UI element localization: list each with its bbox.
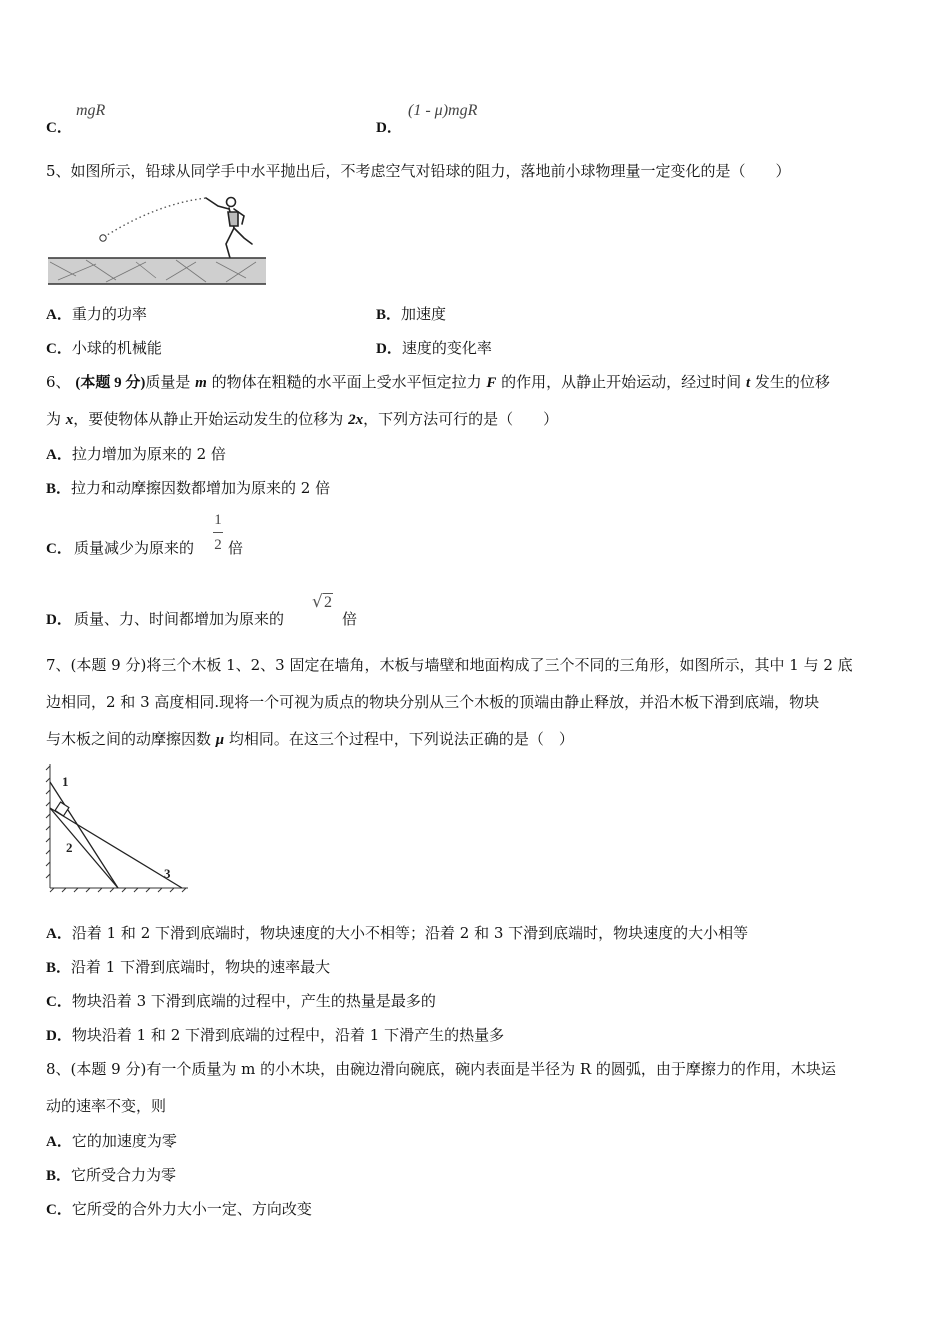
ground [50, 888, 188, 892]
q7-option-a [46, 922, 748, 943]
option-label: B． [376, 307, 402, 323]
stem-text: 与木板之间的动摩擦因数 [46, 730, 212, 748]
option-label: A． [46, 307, 72, 323]
option-label: D． [376, 341, 402, 357]
q4-option-d [376, 102, 676, 136]
option-text: 质量、力、时间都增加为原来的 [74, 610, 285, 628]
option-text: 沿着 1 和 2 下滑到底端时，物块速度的大小不相等；沿着 2 和 3 下滑到底端时，物块速度的大小相等 [71, 924, 749, 942]
q8-stem-line1: 8、(本题 9 分)有一个质量为 m 的小木块，由碗边滑向碗底，碗内表面是半径为 R 的圆弧，由于摩擦力的作用，木块运 [46, 1060, 836, 1078]
board-label-3: 3 [164, 866, 171, 881]
var-m: m [195, 375, 207, 391]
q6-stem-line1 [46, 372, 830, 393]
option-text: 拉力增加为原来的 2 倍 [71, 445, 226, 463]
option-text: 质量减少为原来的 [74, 539, 195, 557]
shot-ball [100, 235, 106, 241]
stem-text: 的物体在粗糙的水平面上受水平恒定拉力 [211, 373, 482, 391]
var-x: x [65, 412, 74, 428]
option-text-suffix: 倍 [342, 610, 358, 628]
stem-text: ，要使物体从静止开始运动发生的位移为 [73, 410, 344, 428]
option-text: 物块沿着 1 和 2 下滑到底端的过程中，沿着 1 下滑产生的热量多 [71, 1026, 505, 1044]
q6-option-c [46, 512, 306, 560]
option-text: 速度的变化率 [401, 339, 492, 357]
option-text: 加速度 [401, 305, 447, 323]
board-2 [50, 808, 118, 888]
var-2x: 2x [348, 412, 364, 428]
option-label: C． [46, 541, 72, 557]
question-number: 6、 [46, 373, 71, 391]
option-label: A． [46, 926, 72, 942]
math-expression: (1 - μ)mgR [408, 102, 478, 119]
q7-stem-line2: 边相同，2 和 3 高度相同.现将一个可视为质点的物块分别从三个木板的顶端由静止释放，并沿木板下滑到底端，物块 [46, 693, 820, 711]
q7-option-d [46, 1024, 504, 1045]
q7-option-c [46, 990, 436, 1011]
stem-text: 的作用，从静止开始运动，经过时间 [501, 373, 742, 391]
q8-option-b [46, 1164, 176, 1185]
q6-option-b [46, 477, 330, 498]
q6-stem-line2 [46, 409, 558, 430]
option-label: D． [376, 120, 402, 136]
stem-text: 均相同。在这三个过程中，下列说法正确的是（ ） [228, 730, 574, 748]
option-label: A． [46, 1134, 72, 1150]
q5-option-a [46, 303, 147, 324]
wooden-boards-figure [44, 760, 192, 894]
option-label: C． [46, 994, 72, 1010]
wall [46, 764, 50, 888]
option-label: C． [46, 1202, 72, 1218]
q5-stem: 5、如图所示，铅球从同学手中水平抛出后，不考虑空气对铅球的阻力，落地前小球物理量一定变化的是（ ） [46, 162, 791, 180]
var-F: F [486, 375, 497, 391]
option-text: 小球的机械能 [71, 339, 162, 357]
q6-option-a [46, 443, 226, 464]
option-text: 它所受的合外力大小一定、方向改变 [71, 1200, 312, 1218]
q8-option-a [46, 1130, 177, 1151]
option-label: A． [46, 447, 72, 463]
sqrt-sign: √ [312, 592, 323, 612]
option-text: 拉力和动摩擦因数都增加为原来的 2 倍 [71, 479, 331, 497]
board-1 [50, 782, 118, 888]
option-label: B． [46, 960, 72, 976]
fraction-bar [213, 532, 223, 533]
option-label: B． [46, 481, 72, 497]
sqrt-radicand: 2 [324, 594, 332, 611]
var-t: t [745, 375, 751, 391]
trajectory-dotted-path [104, 198, 206, 237]
score-note: (本题 9 分) [75, 375, 146, 391]
q6-option-d [46, 592, 406, 628]
q4-option-c [46, 102, 346, 136]
option-text: 它的加速度为零 [71, 1132, 177, 1150]
option-text: 物块沿着 3 下滑到底端的过程中，产生的热量是最多的 [71, 992, 436, 1010]
option-label: D． [46, 1028, 72, 1044]
stem-text: 为 [46, 410, 62, 428]
option-label: D． [46, 612, 72, 628]
option-label: B． [46, 1168, 72, 1184]
q7-stem-line3 [46, 729, 574, 750]
var-mu: μ [215, 732, 225, 748]
board-label-1: 1 [62, 774, 69, 789]
fraction-numerator: 1 [214, 512, 222, 528]
fraction-denominator: 2 [214, 537, 222, 553]
q8-stem-line2: 动的速率不变，则 [46, 1097, 167, 1115]
ground-strip [48, 258, 266, 284]
option-text: 沿着 1 下滑到底端时，物块的速率最大 [71, 958, 331, 976]
q7-option-b [46, 956, 330, 977]
math-expression: mgR [76, 102, 106, 119]
stem-text: 发生的位移 [754, 373, 830, 391]
q8-option-c [46, 1198, 312, 1219]
stem-text: ，下列方法可行的是（ ） [363, 410, 559, 428]
block [55, 802, 69, 816]
q5-option-d [376, 337, 492, 358]
option-text: 重力的功率 [71, 305, 147, 323]
stem-text: 质量是 [145, 373, 191, 391]
option-label: C． [46, 341, 72, 357]
option-label: C． [46, 120, 72, 136]
athlete-figure [206, 198, 252, 259]
shot-put-figure [46, 192, 270, 288]
q7-stem-line1: 7、(本题 9 分)将三个木板 1、2、3 固定在墙角，木板与墙壁和地面构成了三个不同的三角形，如图所示，其中 1 与 2 底 [46, 656, 853, 674]
option-text: 它所受合力为零 [71, 1166, 177, 1184]
q5-option-c [46, 337, 162, 358]
option-text-suffix: 倍 [228, 539, 244, 557]
q5-option-b [376, 303, 446, 324]
board-label-2: 2 [66, 840, 73, 855]
